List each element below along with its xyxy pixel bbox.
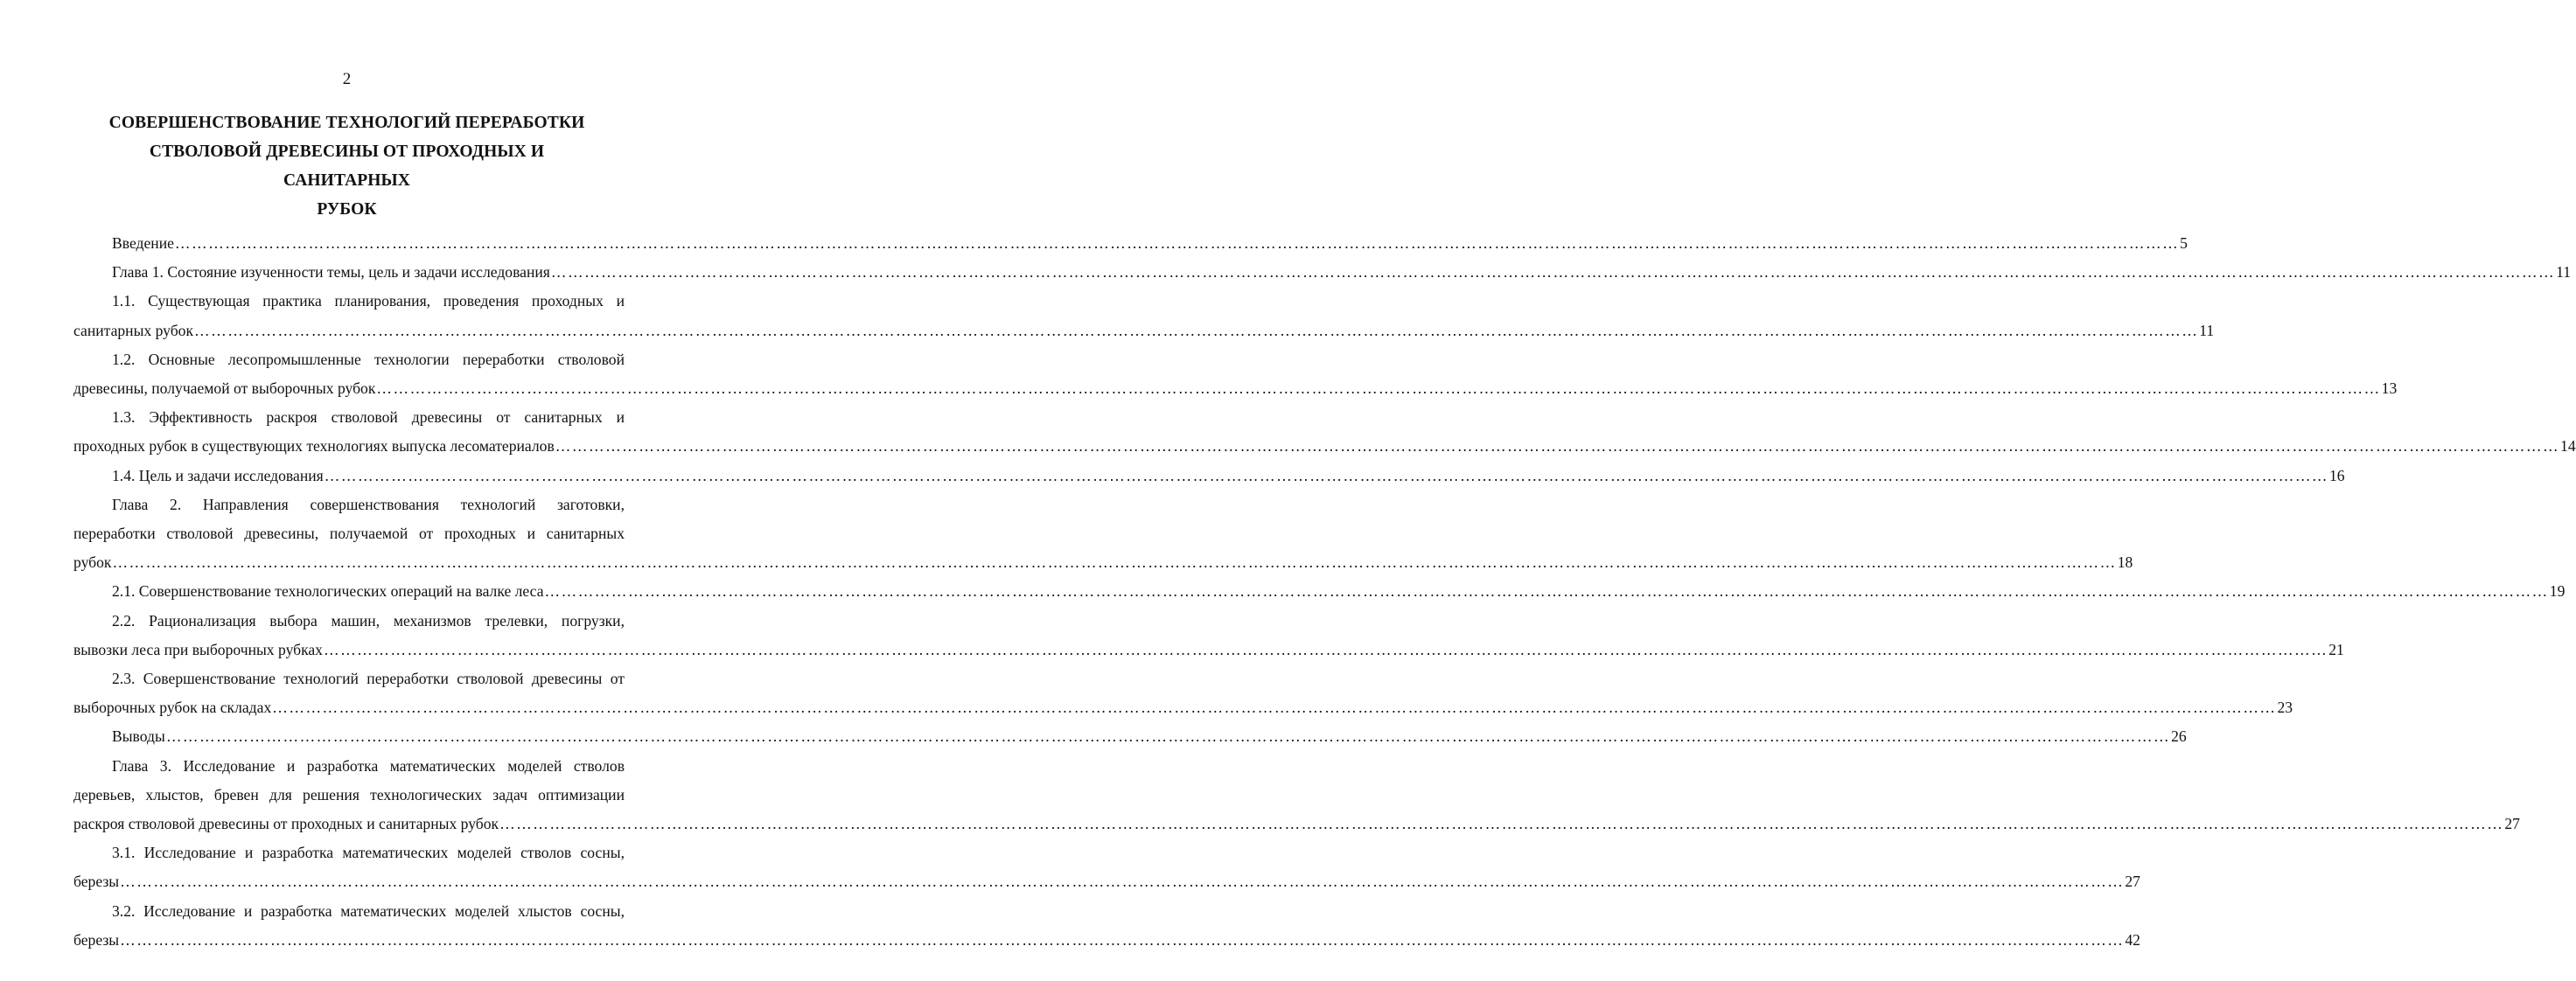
toc-page-number: 27 <box>2125 873 2140 891</box>
title-line-2: СТВОЛОВОЙ ДРЕВЕСИНЫ ОТ ПРОХОДНЫХ И САНИТАРНЫХ <box>149 143 545 190</box>
toc-entry-text: раскроя стволовой древесины от проходных и санитарных рубок <box>73 815 499 833</box>
toc-page-number: 19 <box>2549 582 2566 601</box>
toc-page-number: 11 <box>2199 321 2215 339</box>
toc-entry-text: санитарных рубок <box>73 321 194 339</box>
toc-entry[interactable] <box>73 491 2133 578</box>
dot-leader: ……………………………………………………………………………………………………………………………………………………………………………………………………………………………………………………………………………………………………………………………… <box>120 873 2125 891</box>
title-line-3: РУБОК <box>317 200 377 219</box>
toc-entry-text: 1.3. Эффективность раскроя стволовой древесины от санитарных и <box>112 408 625 427</box>
toc-page-number: 16 <box>2329 466 2345 484</box>
toc-page-number: 42 <box>2125 930 2140 949</box>
dot-leader: ……………………………………………………………………………………………………………………………………………………………………………………………………………………………………………………………………………………………………………………………… <box>174 234 2180 252</box>
toc-entry-text: Глава 1. Состояние изученности темы, цель и задачи исследования <box>112 263 550 282</box>
toc-entry-text: 2.1. Совершенствование технологических операций на валке леса <box>112 582 544 601</box>
dot-leader: ……………………………………………………………………………………………………………………………………………………………………………………………………………………………………………………………………………………………………………………………… <box>555 437 2560 456</box>
toc-entry[interactable] <box>73 229 2188 258</box>
toc-entry[interactable] <box>73 403 2576 461</box>
toc-entry[interactable] <box>73 897 2140 955</box>
toc-page-number: 23 <box>2277 699 2293 717</box>
toc-entry-text: вывозки леса при выборочных рубках <box>73 640 323 658</box>
toc-entry[interactable] <box>73 838 2140 896</box>
dot-leader: ……………………………………………………………………………………………………………………………………………………………………………………………………………………………………………………………………………………………………………………………… <box>165 727 2171 746</box>
toc-entry-text: Глава 3. Исследование и разработка математических моделей стволов <box>112 756 625 775</box>
toc-page-number: 21 <box>2328 640 2344 658</box>
toc-entry-text: Выводы <box>112 727 165 746</box>
toc-entry-text: рубок <box>73 553 112 572</box>
toc-entry[interactable] <box>73 607 2344 664</box>
toc-page-number: 14 <box>2560 437 2576 456</box>
toc-entry-text: выборочных рубок на складах <box>73 699 272 717</box>
dot-leader: ……………………………………………………………………………………………………………………………………………………………………………………………………………………………………………………………………………………………………………………………… <box>194 321 2199 339</box>
toc-entry-text: Глава 2. Направления совершенствования технологий заготовки, <box>112 495 625 513</box>
toc-page-number: 5 <box>2180 234 2188 252</box>
dot-leader: ……………………………………………………………………………………………………………………………………………………………………………………………………………………………………………………………………………………………………………………………… <box>550 263 2556 282</box>
dot-leader: ……………………………………………………………………………………………………………………………………………………………………………………………………………………………………………………………………………………………………………………………… <box>324 466 2328 484</box>
toc-entry[interactable] <box>73 258 2572 287</box>
toc-entry-text: 1.2. Основные лесопромышленные технологии переработки стволовой <box>112 350 625 368</box>
toc-entry-text: 2.2. Рационализация выбора машин, механизмов трелевки, погрузки, <box>112 611 625 630</box>
dot-leader: ……………………………………………………………………………………………………………………………………………………………………………………………………………………………………………………………………………………………………………………………… <box>376 379 2381 398</box>
dot-leader: ……………………………………………………………………………………………………………………………………………………………………………………………………………………………………………………………………………………………………………………………… <box>112 553 2117 572</box>
toc-entry-text: 1.4. Цель и задачи исследования <box>112 466 324 484</box>
dot-leader: ……………………………………………………………………………………………………………………………………………………………………………………………………………………………………………………………………………………………………………………………… <box>272 699 2277 717</box>
toc-page-number: 27 <box>2504 815 2520 833</box>
toc-page-number: 13 <box>2381 379 2398 398</box>
dot-leader: ……………………………………………………………………………………………………………………………………………………………………………………………………………………………………………………………………………………………………………………………… <box>323 640 2328 658</box>
toc-entry-text: проходных рубок в существующих технологиях выпуска лесоматериалов <box>73 437 555 456</box>
dot-leader: ……………………………………………………………………………………………………………………………………………………………………………………………………………………………………………………………………………………………………………………………… <box>544 582 2549 601</box>
toc-entry[interactable] <box>73 664 2293 722</box>
toc-entry[interactable] <box>73 752 2520 839</box>
document-title <box>87 108 606 224</box>
toc-entry-text: березы <box>73 930 120 949</box>
toc-entry-text: 3.2. Исследование и разработка математических моделей хлыстов сосны, <box>112 901 625 920</box>
toc-entry-text: 2.3. Совершенствование технологий переработки стволовой древесины от <box>112 670 625 688</box>
dot-leader: ……………………………………………………………………………………………………………………………………………………………………………………………………………………………………………………………………………………………………………………………… <box>120 930 2125 949</box>
toc-entry[interactable] <box>73 577 2566 606</box>
toc-entry-text: березы <box>73 873 120 891</box>
toc-entry-text: древесины, получаемой от выборочных рубок <box>73 379 376 398</box>
title-line-1: СОВЕРШЕНСТВОВАНИЕ ТЕХНОЛОГИЙ ПЕРЕРАБОТКИ <box>108 114 585 132</box>
toc-entry-text: деревьев, хлыстов, бревен для решения технологических задач оптимизации <box>73 785 625 804</box>
toc-entry[interactable] <box>73 722 2187 751</box>
toc-entry-text: переработки стволовой древесины, получаемой от проходных и санитарных <box>73 525 625 543</box>
toc-entry-text: 3.1. Исследование и разработка математических моделей стволов сосны, <box>112 844 625 862</box>
toc-page-number: 18 <box>2117 553 2133 572</box>
table-of-contents <box>73 229 2576 955</box>
toc-page-number: 11 <box>2556 263 2572 282</box>
toc-entry[interactable] <box>73 462 2345 491</box>
page-number: 2 <box>342 70 352 88</box>
dot-leader: ……………………………………………………………………………………………………………………………………………………………………………………………………………………………………………………………………………………………………………………………… <box>499 815 2504 833</box>
toc-entry[interactable] <box>73 345 2398 403</box>
toc-entry-text: Введение <box>112 234 174 252</box>
toc-entry-text: 1.1. Существующая практика планирования, проведения проходных и <box>112 292 625 310</box>
toc-page-number: 26 <box>2171 727 2187 746</box>
toc-entry[interactable] <box>73 287 2215 344</box>
